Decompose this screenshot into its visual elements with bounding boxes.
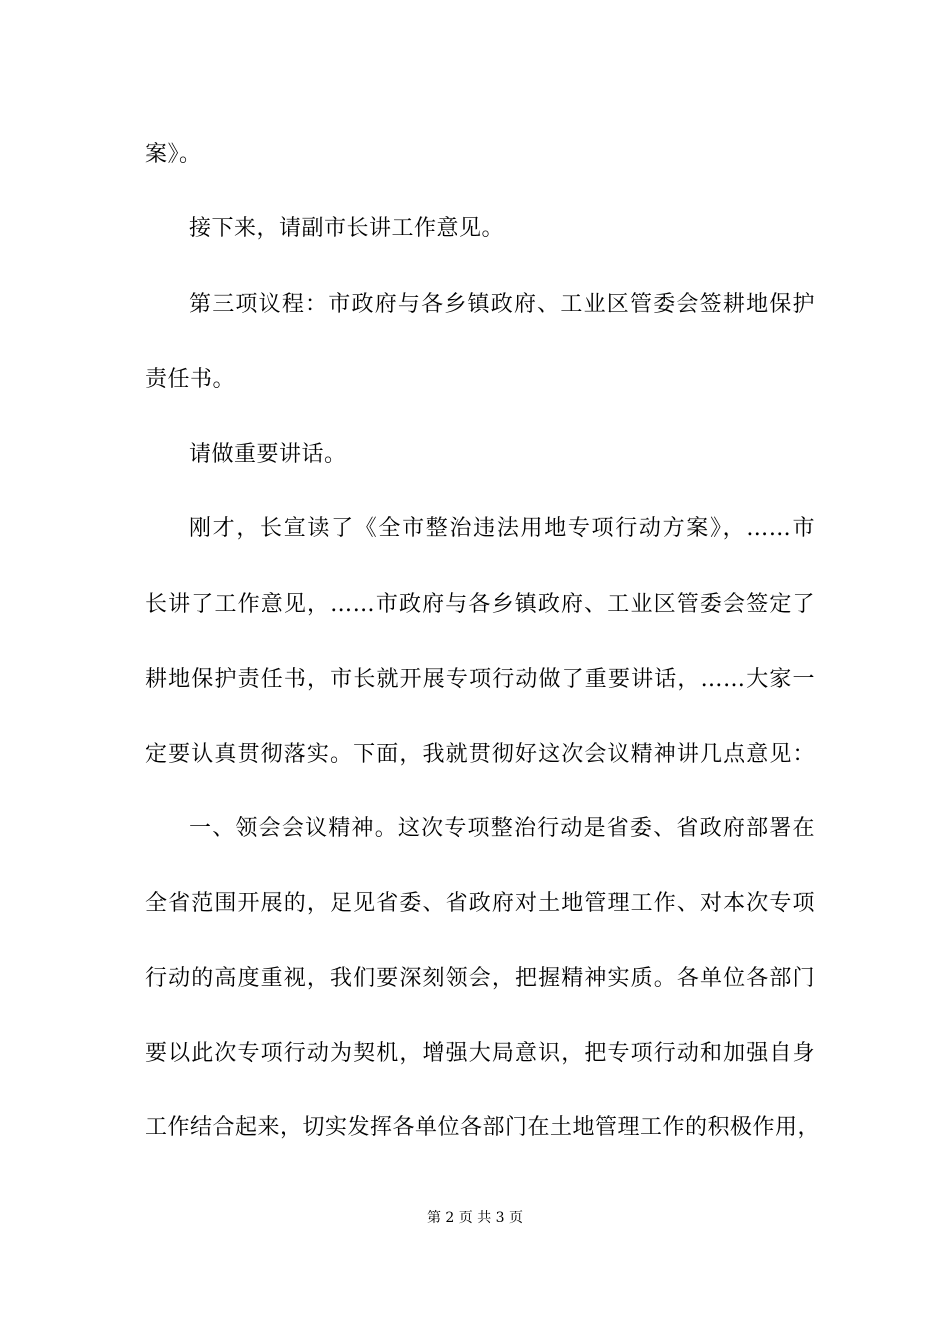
text-line: 耕地保护责任书，市长就开展专项行动做了重要讲话，……大家一 [145, 667, 815, 692]
text-line: 接下来，请副市长讲工作意见。 [189, 216, 505, 241]
text-line: 一、领会会议精神。这次专项整治行动是省委、省政府部署在 [189, 816, 815, 841]
text-line: 工作结合起来，切实发挥各单位各部门在土地管理工作的积极作用， [145, 1115, 821, 1140]
text-line: 定要认真贯彻落实。下面，我就贯彻好这次会议精神讲几点意见： [145, 742, 815, 767]
page-number: 第 2 页 共 3 页 [426, 1210, 524, 1226]
text-line: 刚才，长宣读了《全市整治违法用地专项行动方案》，……市 [189, 516, 815, 541]
text-line: 行动的高度重视，我们要深刻领会，把握精神实质。各单位各部门 [145, 966, 815, 991]
text-line: 请做重要讲话。 [189, 442, 347, 467]
text-line: 责任书。 [145, 367, 236, 392]
text-line: 要以此次专项行动为契机，增强大局意识，把专项行动和加强自身 [145, 1041, 815, 1066]
text-line: 案》。 [145, 142, 202, 167]
text-line: 第三项议程：市政府与各乡镇政府、工业区管委会签耕地保护 [189, 292, 815, 317]
text-line: 全省范围开展的，足见省委、省政府对土地管理工作、对本次专项 [145, 891, 815, 916]
text-line: 长讲了工作意见，……市政府与各乡镇政府、工业区管委会签定了 [145, 592, 815, 617]
